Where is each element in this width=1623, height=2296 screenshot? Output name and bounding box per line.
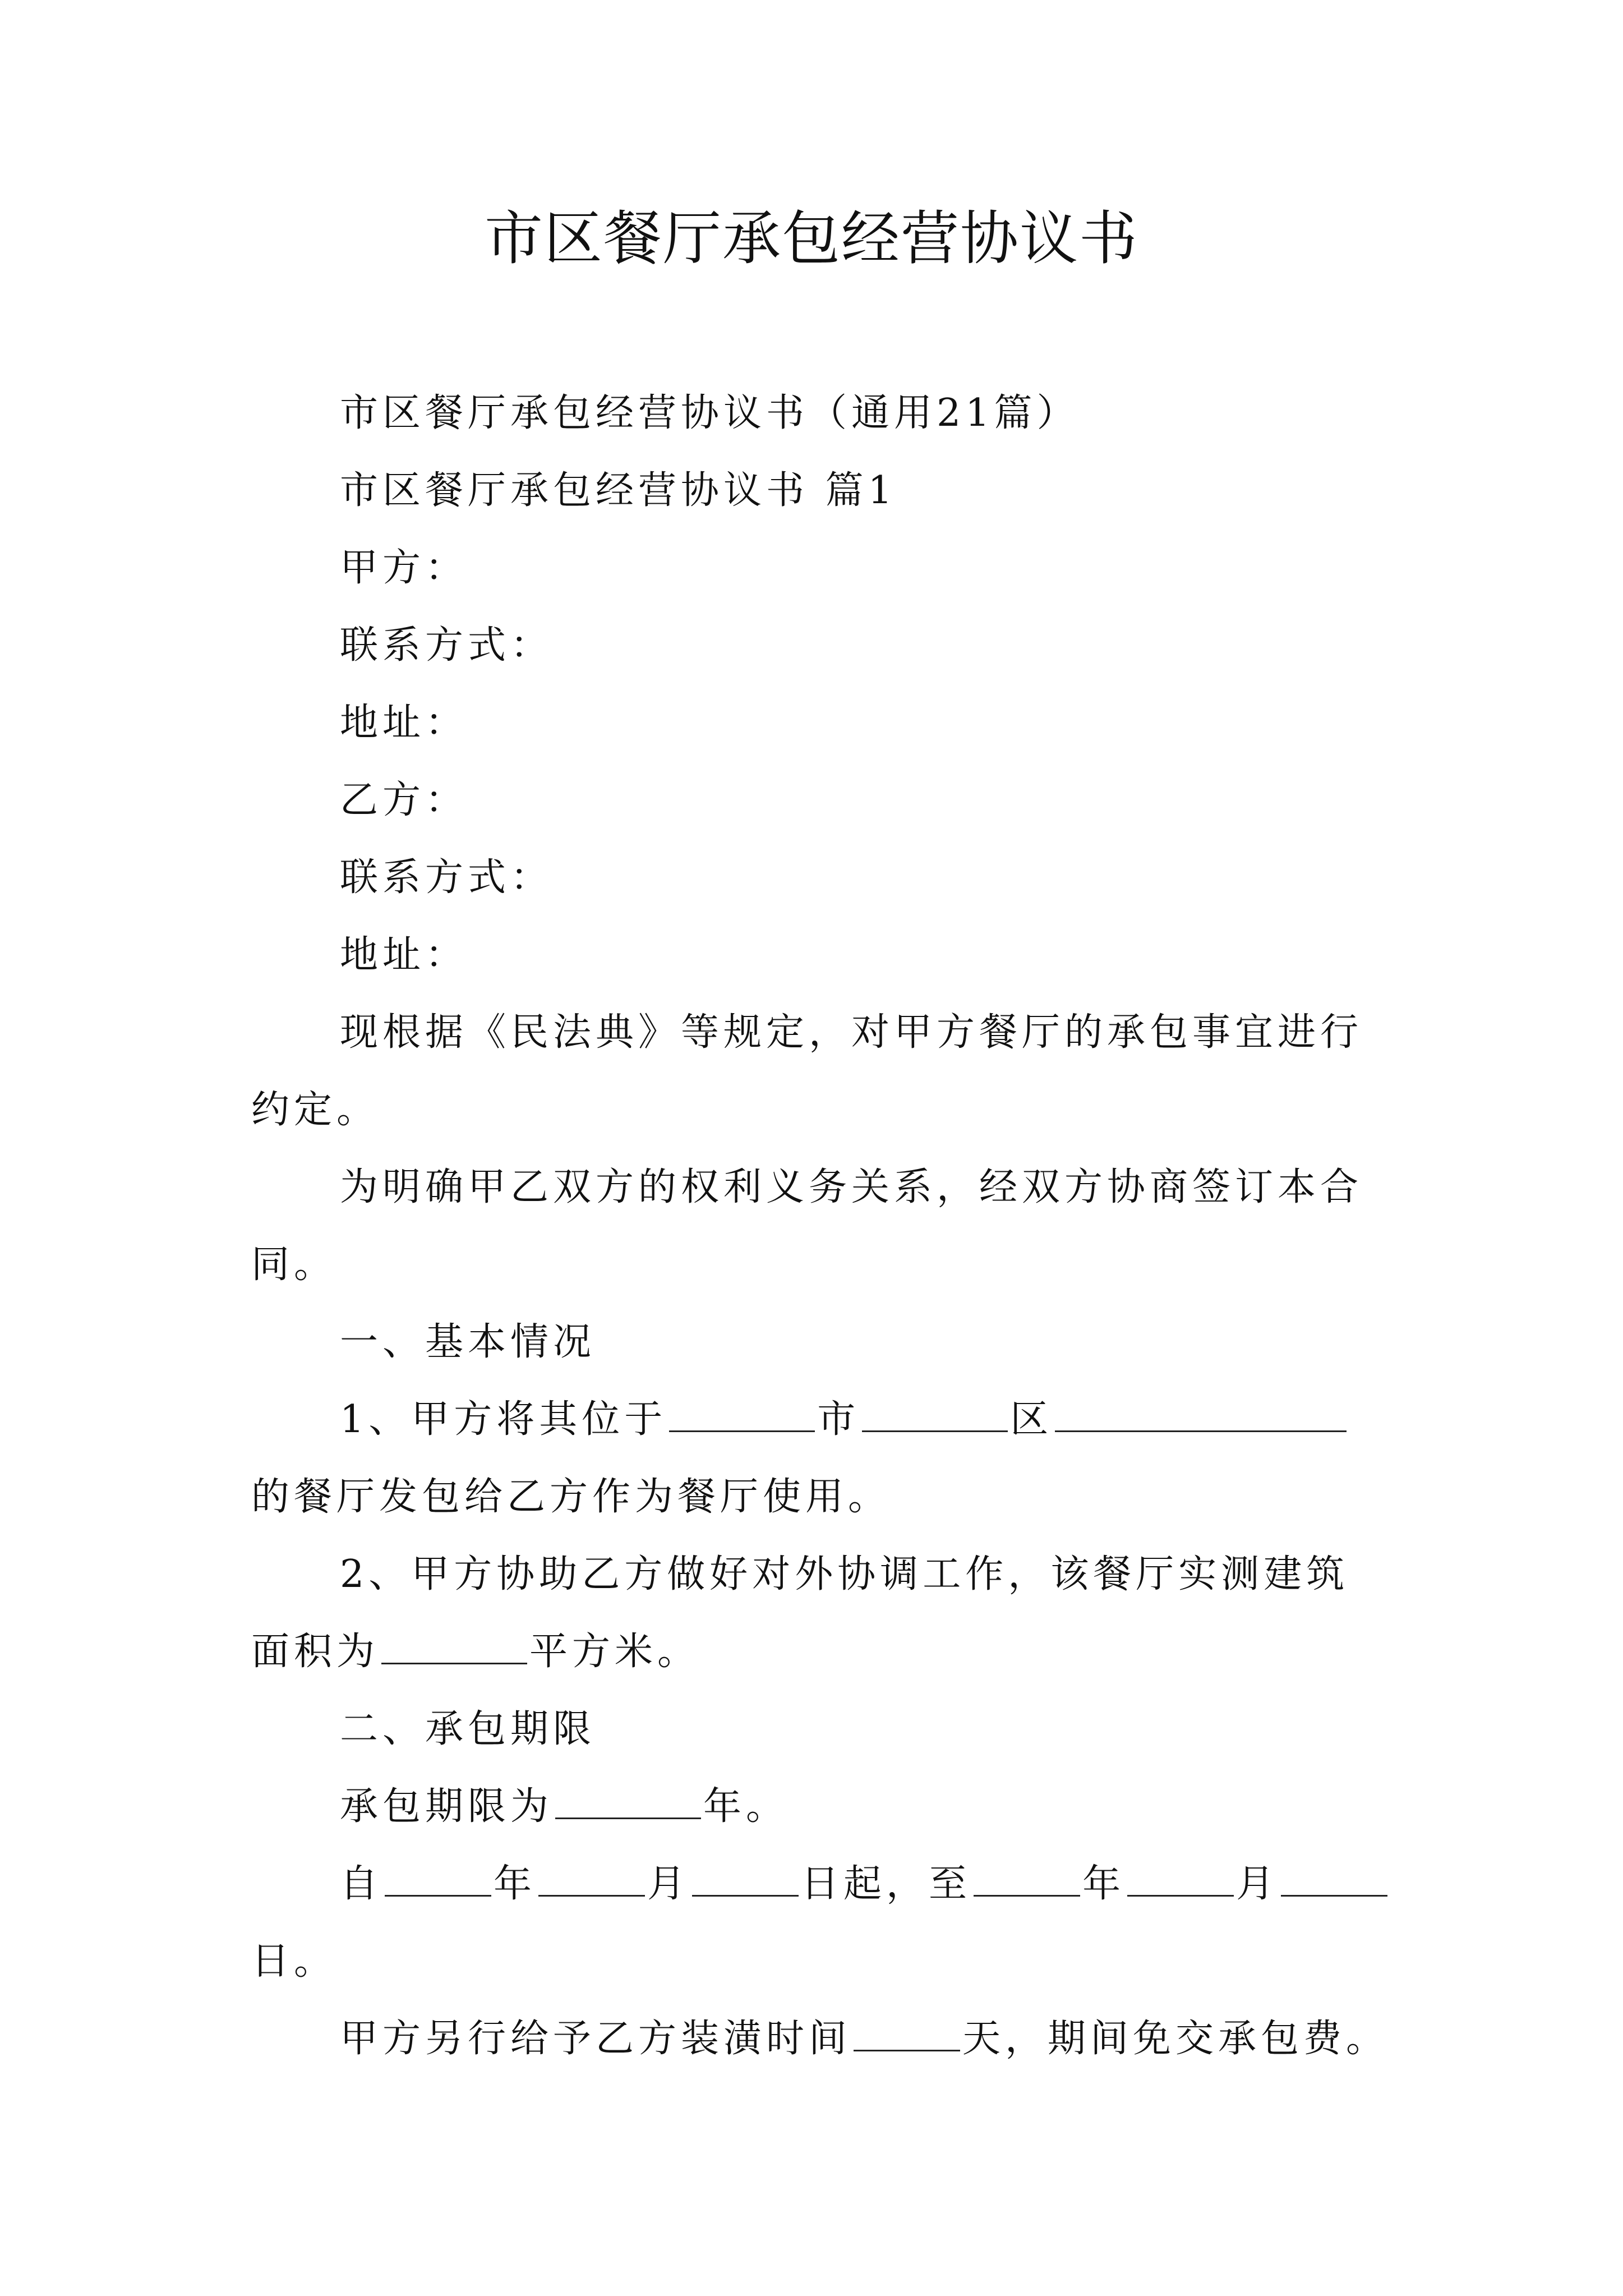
term-text-b: 年。 xyxy=(703,1784,789,1829)
city-blank xyxy=(669,1397,815,1432)
document-title: 市区餐厅承包经营协议书 xyxy=(484,204,1138,273)
location-blank xyxy=(1055,1397,1347,1432)
heading-basic-info: 一、基本情况 xyxy=(340,1320,596,1364)
basis-paragraph-line1: 现根据《民法典》等规定，对甲方餐厅的承包事宜进行 xyxy=(340,1010,1363,1055)
term-text-a: 承包期限为 xyxy=(340,1784,554,1829)
item1-line1 xyxy=(251,1381,1377,1458)
party-b-contact: 联系方式： xyxy=(340,855,554,900)
item2-text-b: 面积为 xyxy=(251,1630,380,1674)
party-b-label: 乙方： xyxy=(340,778,468,822)
from-text-a: 自 xyxy=(340,1862,383,1906)
purpose-paragraph-line2: 同。 xyxy=(251,1243,337,1287)
from-text-d: 日起，至 xyxy=(801,1862,972,1906)
term-years-blank xyxy=(555,1784,701,1819)
start-day-blank xyxy=(692,1861,799,1897)
end-day-blank xyxy=(1281,1861,1387,1897)
from-text-b: 年 xyxy=(494,1862,537,1906)
from-text-e: 年 xyxy=(1082,1862,1126,1906)
decor-text-b: 天，期间免交承包费。 xyxy=(962,2017,1389,2061)
item1-line2: 的餐厅发包给乙方作为餐厅使用。 xyxy=(251,1475,891,1519)
district-blank xyxy=(862,1397,1008,1432)
end-year-blank xyxy=(974,1861,1080,1897)
end-month-blank xyxy=(1127,1861,1234,1897)
heading-contract-term: 二、承包期限 xyxy=(340,1707,596,1751)
item1-text-c: 区 xyxy=(1010,1397,1053,1442)
start-month-blank xyxy=(538,1861,645,1897)
section-heading: 市区餐厅承包经营协议书 篇1 xyxy=(340,468,897,513)
party-a-contact: 联系方式： xyxy=(340,623,554,668)
basis-paragraph-line2: 约定。 xyxy=(251,1088,380,1132)
date-range-line2: 日。 xyxy=(251,1939,337,1984)
item1-text-b: 市 xyxy=(817,1397,860,1442)
date-range-line1 xyxy=(251,1846,1377,1923)
party-a-address: 地址： xyxy=(340,701,468,745)
term-line xyxy=(251,1768,1377,1846)
item2-line1: 2、甲方协助乙方做好对外协调工作，该餐厅实测建筑 xyxy=(340,1552,1349,1596)
party-b-address: 地址： xyxy=(340,933,468,977)
from-text-f: 月 xyxy=(1236,1862,1279,1906)
from-text-c: 月 xyxy=(647,1862,690,1906)
decoration-line xyxy=(251,2000,1389,2078)
item2-text-c: 平方米。 xyxy=(529,1630,700,1674)
document-body xyxy=(251,375,1389,2078)
item1-text-a: 1、甲方将其位于 xyxy=(340,1397,667,1442)
decor-days-blank xyxy=(854,2016,960,2051)
party-a-label: 甲方： xyxy=(340,546,468,590)
item2-line2 xyxy=(251,1613,1377,1691)
start-year-blank xyxy=(385,1861,491,1897)
purpose-paragraph-line1: 为明确甲乙双方的权利义务关系，经双方协商签订本合 xyxy=(340,1165,1363,1209)
decor-text-a: 甲方另行给予乙方装潢时间 xyxy=(340,2017,852,2061)
document-subtitle: 市区餐厅承包经营协议书（通用21篇） xyxy=(340,391,1080,435)
area-blank xyxy=(381,1629,527,1664)
